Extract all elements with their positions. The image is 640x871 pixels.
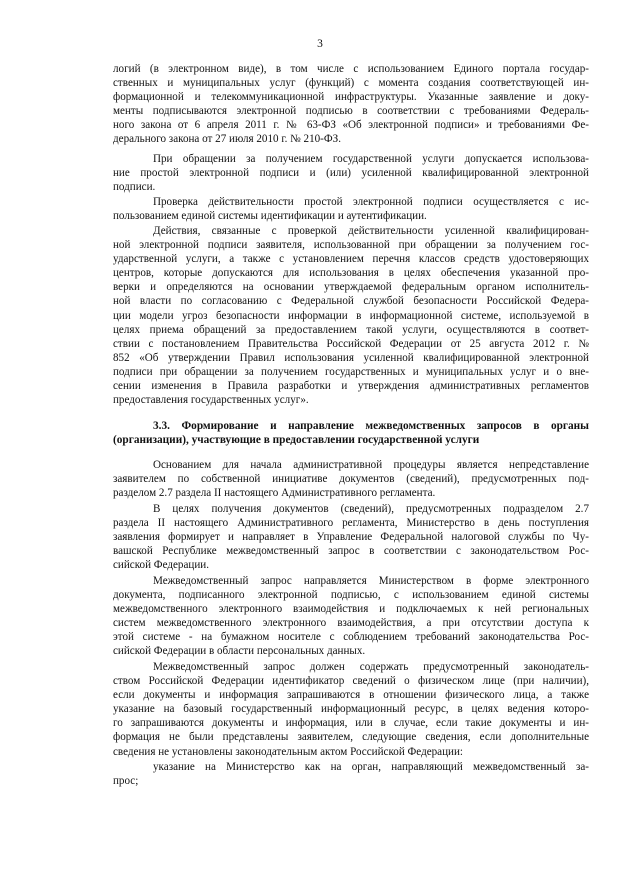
text-line: подписи при обращении за получением государственных и муниципальных услуг и о вне- (113, 365, 589, 378)
text-line: межведомственного электронного взаимодействия и подключаемых к ней региональных (113, 603, 589, 616)
text-line: дерального закона от 27 июля 2010 г. № 210-ФЗ. (113, 133, 341, 146)
text-line: ние простой электронной подписи и (или) усиленной квалифицированной электронной (113, 167, 589, 180)
paragraph (113, 502, 589, 572)
text-line: 3.3. Формирование и направление межведомственных запросов в органы (153, 420, 589, 432)
text-line: ной электронной подписи заявителя, использованной при обращении за получением гос- (113, 239, 589, 252)
text-line: При обращении за получением государственной услуги допускается использова- (153, 153, 589, 165)
text-line: документа, подписанного электронной подписью, с использованием единой системы (113, 589, 589, 602)
text-line: сведения не установлены законодательным актом Российской Федерации: (113, 745, 463, 758)
text-line: прос; (113, 775, 139, 788)
text-line: центров, которые допускаются для использования в целях обеспечения указанной про- (113, 267, 589, 280)
text-line: заявления формирует и направляет в Управление Федеральной налоговой службы по Чу- (113, 531, 589, 544)
text-line: вашской Республике межведомственный запрос в соответствии с законодательством Рос- (113, 545, 589, 558)
paragraph (113, 458, 589, 500)
text-line: раздела II настоящего Административного регламента, Министерство в день поступления (113, 517, 589, 530)
text-line: заявителем по собственной инициативе документов (сведений), предусмотренных под- (113, 473, 589, 486)
text-line: пользованием единой системы идентификации и аутентификации. (113, 210, 427, 223)
text-line: Проверка действительности простой электронной подписи осуществляется с ис- (153, 196, 589, 208)
paragraph (113, 62, 589, 147)
text-line: Межведомственный запрос должен содержать предусмотренный законодатель- (153, 661, 589, 673)
text-line: ством Российской Федерации идентификатор сведений о физическом лице (при наличии), (113, 675, 589, 688)
text-line: ствии с постановлением Правительства Российской Федерации от 25 августа 2012 г. № (113, 337, 589, 350)
text-line: указание на Министерство как на орган, направляющий межведомственный за- (153, 761, 589, 773)
paragraph (113, 660, 589, 759)
text-line: формационной и телекоммуникационной инфраструктуры. Указанные заявление и доку- (113, 91, 589, 104)
text-line: ного закона от 6 апреля 2011 г. № 63-ФЗ «Об электронной подписи» и требованиями Фе- (113, 119, 589, 132)
text-line: целях приема обращений за предоставлением такой услуги, осуществляются в соответ- (113, 323, 589, 336)
text-line: верки и определяются на основании утверждаемой федеральным органом исполнитель- (113, 281, 589, 294)
text-line: Межведомственный запрос направляется Министерством в форме электронного (153, 575, 589, 587)
text-line: Действия, связанные с проверкой действительности усиленной квалифицирован- (153, 225, 589, 237)
paragraph (113, 224, 589, 407)
text-line: сийской Федерации. (113, 559, 209, 572)
text-line: формация не были представлены заявителем, следующие сведения, если дополнительные (113, 731, 589, 744)
paragraph (113, 152, 589, 194)
text-line: предоставления государственных услуг». (113, 394, 309, 407)
text-line: ударственной услуги, а также с установлением перечня классов средств удостоверяющих (113, 253, 589, 266)
paragraph (113, 760, 589, 788)
text-line: разделом 2.7 раздела II настоящего Административного регламента. (113, 487, 436, 500)
paragraph (113, 195, 589, 223)
text-line: этой системе - на бумажном носителе с соблюдением требований законодательства Рос- (113, 631, 589, 644)
page-number: 3 (317, 38, 323, 50)
text-line: логий (в электронном виде), в том числе с использованием Единого портала государ- (113, 63, 589, 75)
text-line: Основанием для начала административной процедуры является непредставление (153, 459, 589, 471)
text-line: сийской Федерации в области персональных данных. (113, 645, 366, 658)
text-line: (организации), участвующие в предоставлении государственной услуги (113, 434, 480, 447)
text-line: ции модели угроз безопасности информации в информационной системе, используемой в (113, 309, 589, 322)
text-line: указание на базовый государственный информационный ресурс, в целях ведения которо- (113, 703, 589, 716)
section-heading (113, 419, 589, 448)
text-line: сении изменения в Правила разработки и утверждения административных регламентов (113, 380, 589, 393)
text-line: подписи. (113, 181, 156, 194)
text-line: ной власти по согласованию с Федеральной службой безопасности Российской Федера- (113, 295, 589, 308)
text-line: ственных и муниципальных услуг (функций) с момента создания соответствующей ин- (113, 77, 589, 90)
text-line: В целях получения документов (сведений), предусмотренных подразделом 2.7 (153, 503, 589, 515)
text-line: менты подписываются электронной подписью в соответствии с требованиями Федераль- (113, 105, 589, 118)
paragraph (113, 574, 589, 659)
text-line: систем межведомственного электронного взаимодействия, а при отсутствии доступа к (113, 617, 589, 630)
text-line: если документы и информация запрашиваются в отношении физического лица, а также (113, 689, 589, 702)
text-line: го запрашиваются документы и информация, или в случае, если такие документы и ин- (113, 717, 589, 730)
text-line: 852 «Об утверждении Правил использования усиленной квалифицированной электронной (113, 351, 589, 364)
